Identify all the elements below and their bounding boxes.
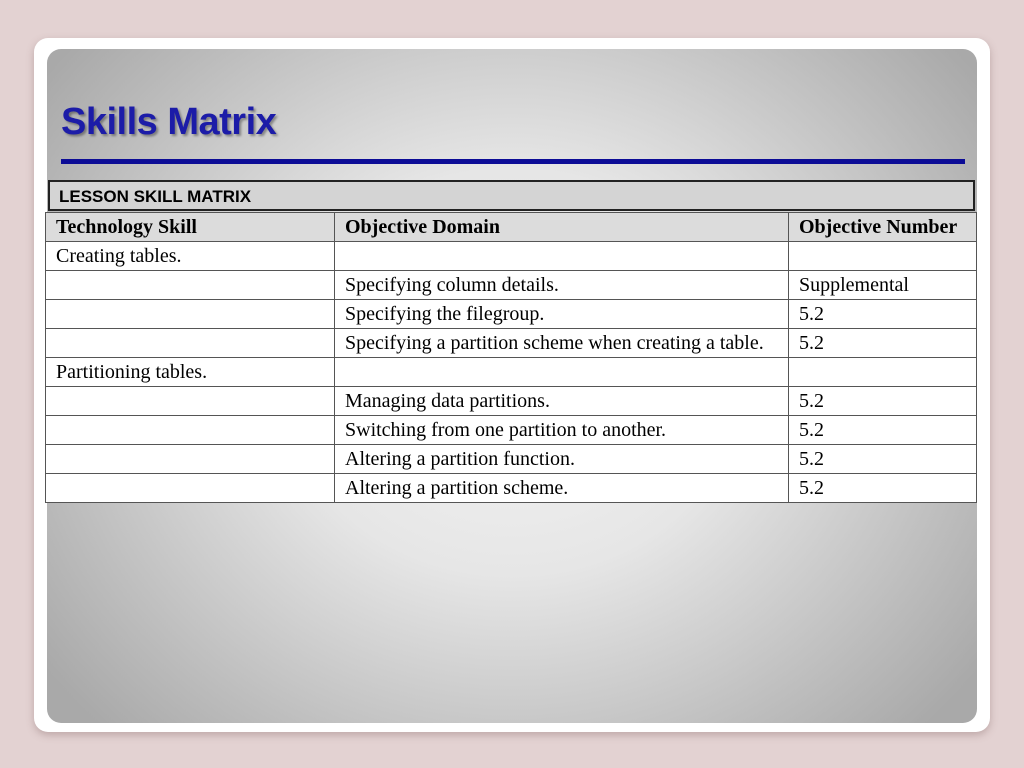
table-row [46,300,977,329]
header-technology-skill: Technology Skill [46,213,335,242]
cell-objective-number: 5.2 [789,329,977,358]
table-row [46,271,977,300]
cell-technology-skill [46,387,335,416]
slide-empty-area [94,595,977,723]
cell-objective-number: 5.2 [789,416,977,445]
cell-technology-skill: Partitioning tables. [46,358,335,387]
header-objective-domain: Objective Domain [335,213,789,242]
title-underline [61,159,965,164]
table-header-row [46,213,977,242]
cell-objective-number: 5.2 [789,387,977,416]
cell-objective-number: 5.2 [789,445,977,474]
cell-technology-skill [46,474,335,503]
cell-objective-number [789,242,977,271]
table-row [46,416,977,445]
cell-technology-skill [46,329,335,358]
slide-title: Skills Matrix [61,101,277,143]
table-row [46,358,977,387]
cell-objective-number [789,358,977,387]
matrix-caption-box [48,180,975,211]
cell-objective-domain: Specifying column details. [335,271,789,300]
cell-objective-domain: Managing data partitions. [335,387,789,416]
cell-objective-domain: Specifying the filegroup. [335,300,789,329]
cell-objective-number: 5.2 [789,300,977,329]
cell-technology-skill [46,416,335,445]
table-row [46,242,977,271]
skills-matrix-table [45,212,977,503]
cell-objective-domain: Specifying a partition scheme when creating a table. [335,329,789,358]
header-objective-number: Objective Number [789,213,977,242]
table-row [46,329,977,358]
cell-technology-skill [46,445,335,474]
table-row [46,445,977,474]
cell-objective-domain [335,358,789,387]
table-row [46,387,977,416]
table-row [46,474,977,503]
cell-technology-skill [46,300,335,329]
cell-objective-domain: Altering a partition function. [335,445,789,474]
cell-technology-skill [46,271,335,300]
cell-technology-skill: Creating tables. [46,242,335,271]
cell-objective-domain [335,242,789,271]
matrix-caption: LESSON SKILL MATRIX [59,187,252,206]
cell-objective-number: Supplemental [789,271,977,300]
cell-objective-domain: Altering a partition scheme. [335,474,789,503]
cell-objective-domain: Switching from one partition to another. [335,416,789,445]
cell-objective-number: 5.2 [789,474,977,503]
